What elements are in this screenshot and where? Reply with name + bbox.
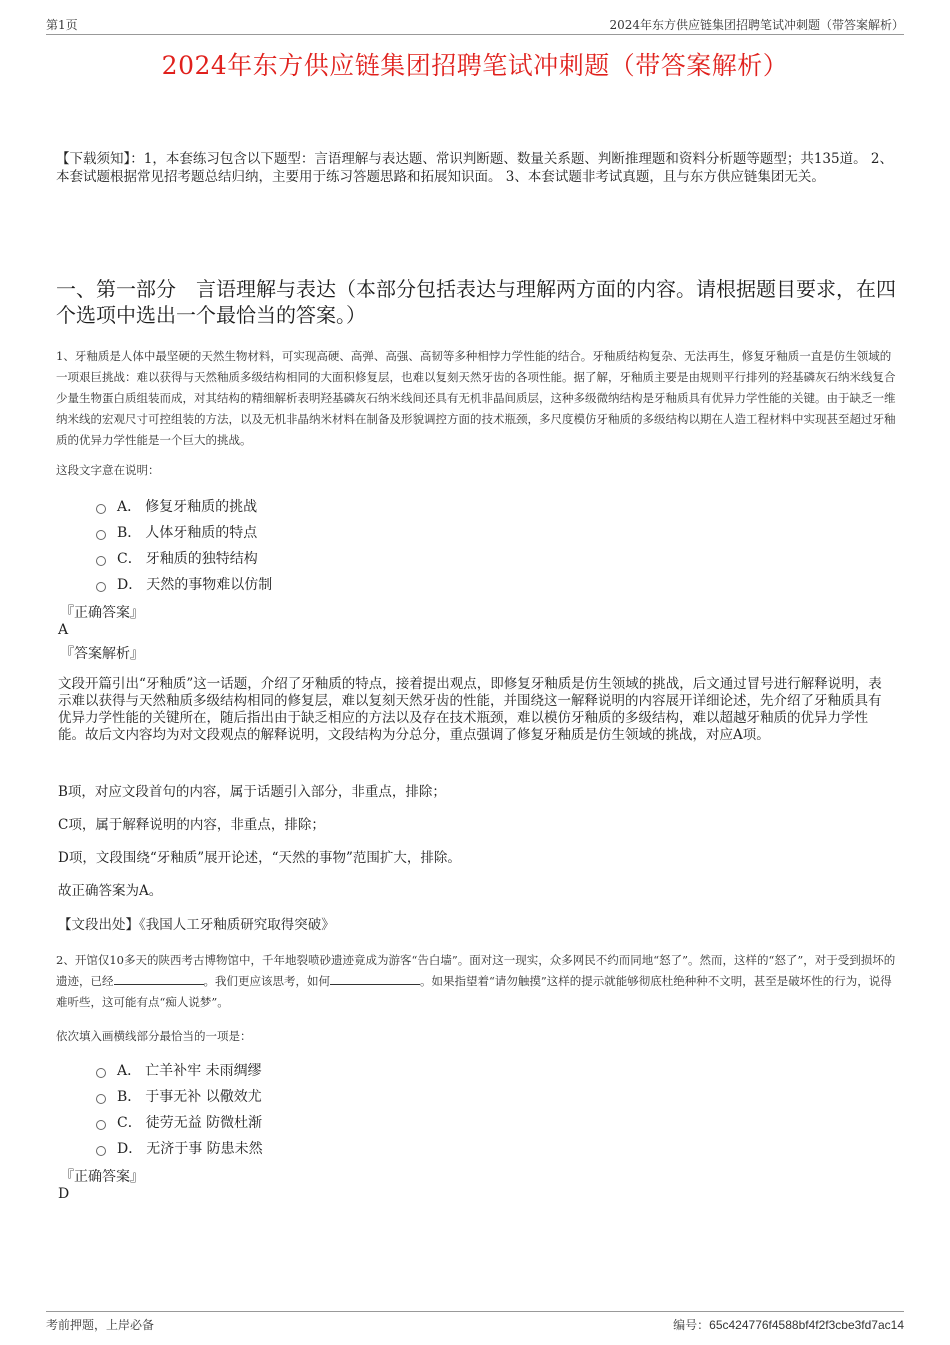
analysis-label: 『答案解析』 bbox=[60, 646, 144, 662]
question-1-option-c[interactable]: C． 牙釉质的独特结构 bbox=[96, 545, 272, 571]
analysis-paragraph: 故正确答案为A。 bbox=[58, 883, 163, 899]
page-number: 第1页 bbox=[46, 18, 78, 32]
fill-blank bbox=[114, 972, 204, 985]
question-1-option-b[interactable]: B． 人体牙釉质的特点 bbox=[96, 519, 272, 545]
radio-icon[interactable] bbox=[96, 1120, 106, 1130]
radio-icon[interactable] bbox=[96, 1146, 106, 1156]
answer-label: 『正确答案』 bbox=[60, 605, 144, 621]
document-title: 2024年东方供应链集团招聘笔试冲刺题（带答案解析） bbox=[161, 51, 789, 80]
analysis-paragraph: D项，文段围绕“牙釉质”展开论述，“天然的事物”范围扩大，排除。 bbox=[58, 850, 461, 866]
radio-icon[interactable] bbox=[96, 1094, 106, 1104]
radio-icon[interactable] bbox=[96, 530, 106, 540]
question-1-options bbox=[96, 493, 272, 597]
radio-icon[interactable] bbox=[96, 1068, 106, 1078]
question-2-prompt: 依次填入画横线部分最恰当的一项是： bbox=[56, 1029, 252, 1043]
page-header bbox=[46, 14, 904, 35]
analysis-paragraph: B项，对应文段首句的内容，属于话题引入部分，非重点，排除； bbox=[58, 784, 446, 800]
question-2-text: 2、开馆仅10多天的陕西考古博物馆中，千年地裂喷砂遗迹竟成为游客“告白墙”。面对这一现实，众多网民不约而同地“怒了”。然而，这样的“怒了”，对于受到损坏的遗迹，已经 。我们更应该思考，如何 。如果指望着“请勿触摸”这样的提示就能够彻底杜绝种种不文明，甚至是破坏性的行为，说得难听些，这可能有点“痴人说梦”。 bbox=[56, 953, 896, 1009]
footer-code: 编号：65c424776f4588bf4f2f3cbe3fd7ac14 bbox=[673, 1318, 904, 1332]
question-1-prompt: 这段文字意在说明： bbox=[56, 463, 160, 477]
answer-value: A bbox=[58, 622, 69, 638]
question-1-text: 1、牙釉质是人体中最坚硬的天然生物材料，可实现高硬、高弹、高强、高韧等多种相悖力学性能的结合。牙釉质结构复杂、无法再生，修复牙釉质一直是仿生领域的一项艰巨挑战：难以获得与天然釉质多级结构相同的大面积修复层，也难以复刻天然牙齿的各项性能。据了解，牙釉质主要是由规则平行排列的羟基磷灰石纳米线复合少量生物蛋白质组装而成，对其结构的精细解析表明羟基磷灰石纳米线间还具有无机非晶间质层，这种多级微纳结构是牙釉质具有优异力学性能的关键。由于缺乏一维纳米线的宏观尺寸可控组装的方法，以及无机非晶纳米材料在制备及形貌调控方面的技术瓶颈，多尺度模仿牙釉质的多级结构以期在人造工程材料中实现甚至超过牙釉质的优异力学性能是一个巨大的挑战。 bbox=[56, 349, 896, 447]
header-doc-title: 2024年东方供应链集团招聘笔试冲刺题（带答案解析） bbox=[609, 18, 904, 32]
section-heading: 一、第一部分 言语理解与表达（本部分包括表达与理解两方面的内容。请根据题目要求，在四个选项中选出一个最恰当的答案。） bbox=[56, 277, 896, 327]
source-citation: 【文段出处】《我国人工牙釉质研究取得突破》 bbox=[58, 917, 335, 933]
question-2-option-b[interactable]: B． 于事无补 以儆效尤 bbox=[96, 1083, 263, 1109]
footer-slogan: 考前押题，上岸必备 bbox=[46, 1318, 155, 1332]
question-2-options bbox=[96, 1057, 263, 1161]
radio-icon[interactable] bbox=[96, 504, 106, 514]
question-1-option-d[interactable]: D． 天然的事物难以仿制 bbox=[96, 571, 272, 597]
answer-label: 『正确答案』 bbox=[60, 1169, 144, 1185]
question-1-option-a[interactable]: A． 修复牙釉质的挑战 bbox=[96, 493, 272, 519]
question-2-option-d[interactable]: D． 无济于事 防患未然 bbox=[96, 1135, 263, 1161]
radio-icon[interactable] bbox=[96, 582, 106, 592]
question-2-option-c[interactable]: C． 徒劳无益 防微杜渐 bbox=[96, 1109, 263, 1135]
page-footer bbox=[46, 1311, 904, 1336]
download-notice: 【下载须知】：1，本套练习包含以下题型：言语理解与表达题、常识判断题、数量关系题、判断推理题和资料分析题等题型；共135道。 2、本套试题根据常见招考题总结归纳，主要用于练习答题思路和拓展知识面。 3、本套试题非考试真题，且与东方供应链集团无关。 bbox=[56, 151, 893, 185]
analysis-paragraph: 文段开篇引出“牙釉质”这一话题，介绍了牙釉质的特点，接着提出观点，即修复牙釉质是仿生领域的挑战，后文通过冒号进行解释说明，表示难以获得与天然釉质多级结构相同的修复层，难以复刻天然牙齿的性能，并围绕这一解释说明的内容展开详细论述，先介绍了牙釉质具有优异力学性能的关键所在，随后指出由于缺乏相应的方法以及存在技术瓶颈，难以模仿牙釉质的多级结构，难以超越牙釉质的优异力学性能。故后文内容均为对文段观点的解释说明，文段结构为分总分，重点强调了修复牙釉质是仿生领域的挑战，对应A项。 bbox=[58, 676, 882, 743]
question-2-option-a[interactable]: A． 亡羊补牢 未雨绸缪 bbox=[96, 1057, 263, 1083]
analysis-paragraph: C项，属于解释说明的内容，非重点，排除； bbox=[58, 817, 325, 833]
radio-icon[interactable] bbox=[96, 556, 106, 566]
answer-value: D bbox=[58, 1186, 70, 1202]
fill-blank bbox=[330, 972, 420, 985]
